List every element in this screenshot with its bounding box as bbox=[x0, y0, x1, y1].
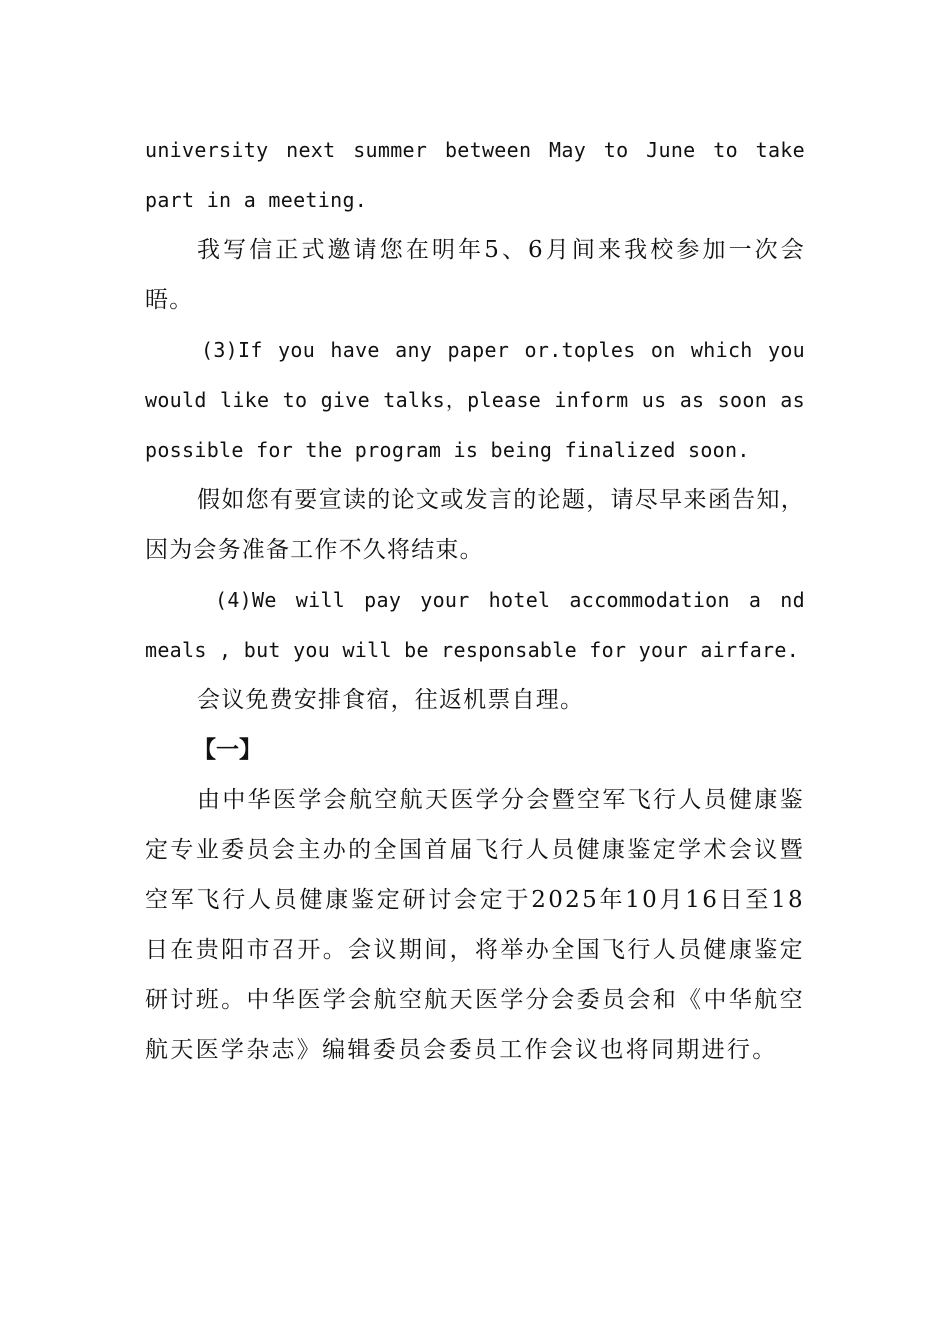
section-heading: 【一】 bbox=[193, 736, 262, 763]
chinese-paragraph-accommodation: 会议免费安排食宿，往返机票自理。 bbox=[197, 687, 585, 713]
english-paragraph-accommodation: (4)We will pay your hotel accommodation a nd meals , but you will be responsable for your airfare. bbox=[145, 588, 805, 662]
english-paragraph-invitation: university next summer between May to June to take part in a meeting. bbox=[145, 138, 805, 212]
document-page bbox=[145, 125, 805, 1075]
chinese-paragraph-papers: 假如您有要宣读的论文或发言的论题，请尽早来函告知，因为会务准备工作不久将结束。 bbox=[145, 487, 805, 563]
english-paragraph-papers: (3)If you have any paper or.toples on which you would like to give talks，please inform us as soon as possible for the program is being finalized soon. bbox=[145, 338, 805, 462]
chinese-paragraph-invitation: 我写信正式邀请您在明年5、6月间来我校参加一次会晤。 bbox=[145, 237, 805, 313]
chinese-paragraph-conference: 由中华医学会航空航天医学分会暨空军飞行人员健康鉴定专业委员会主办的全国首届飞行人员健康鉴定学术会议暨空军飞行人员健康鉴定研讨会定于2025年10月16日至18日在贵阳市召开。会议期间，将举办全国飞行人员健康鉴定研讨班。中华医学会航空航天医学分会委员会和《中华航空航天医学杂志》编辑委员会委员工作会议也将同期进行。 bbox=[145, 787, 805, 1063]
